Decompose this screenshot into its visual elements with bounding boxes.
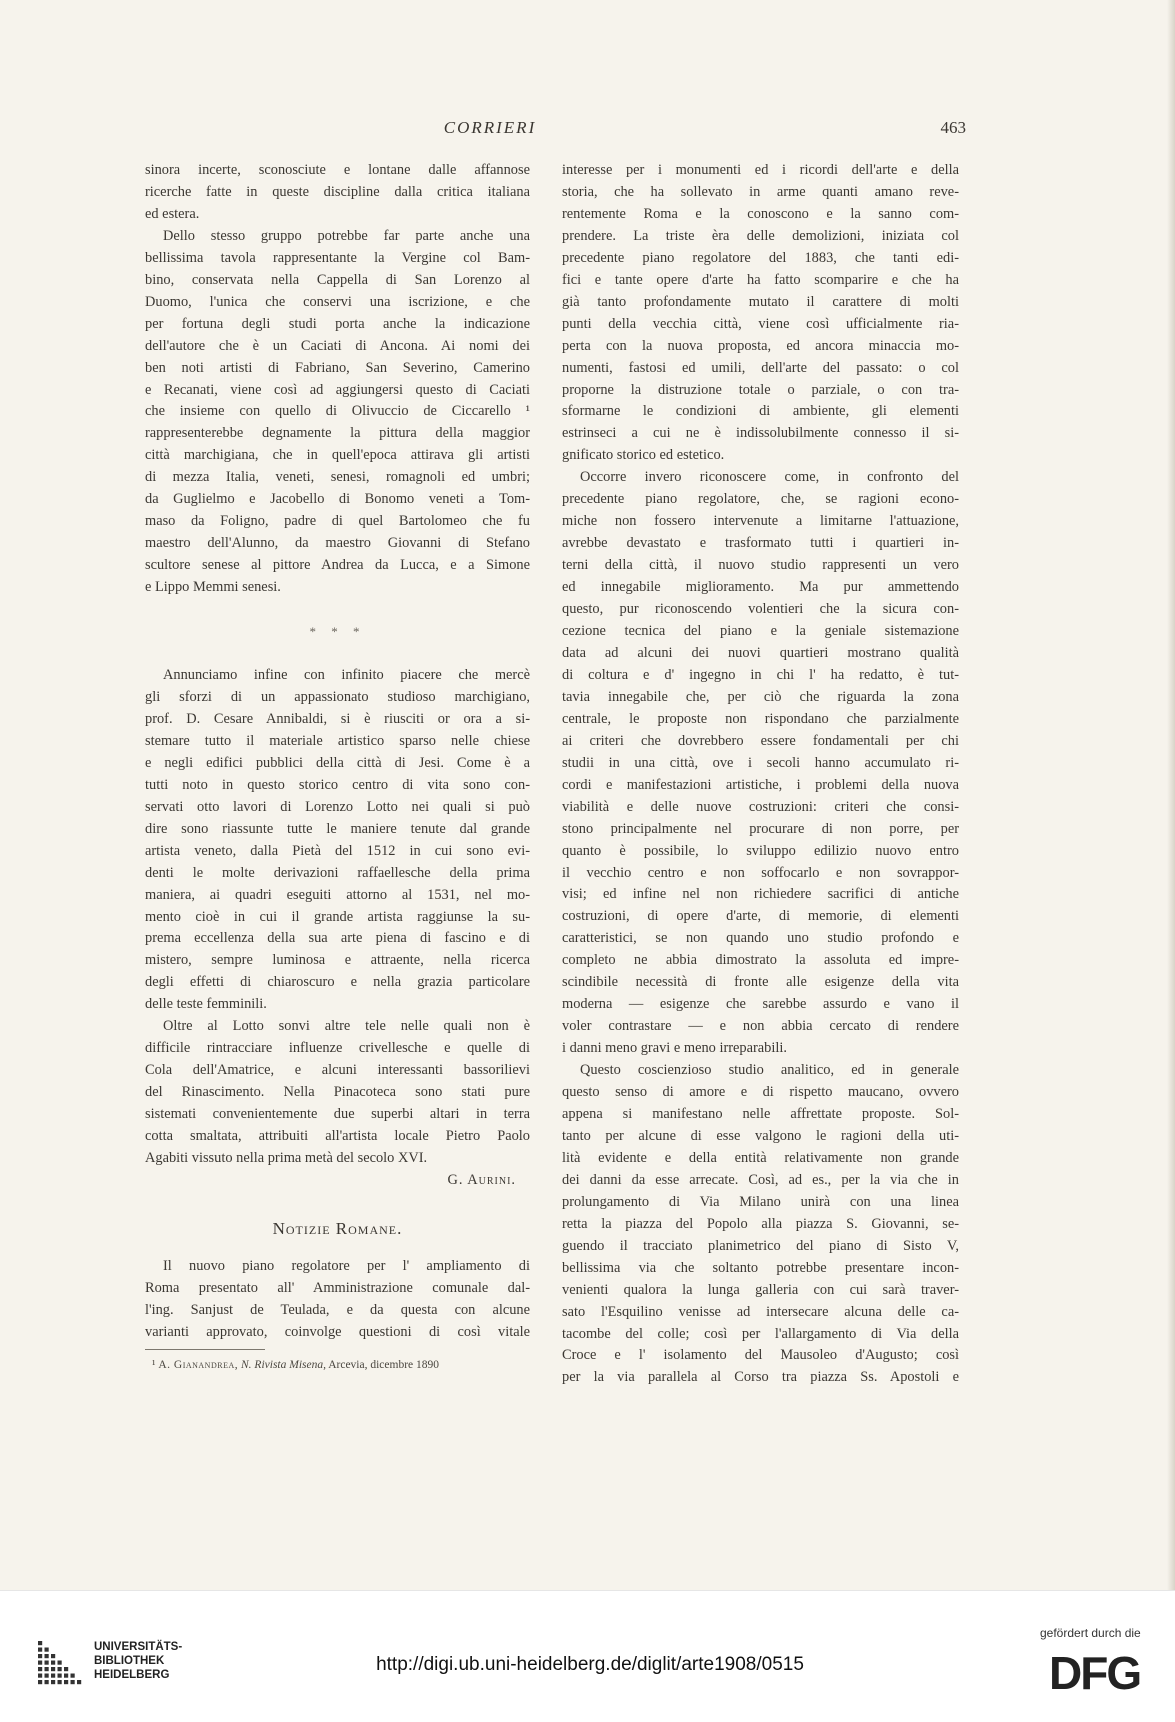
logo-dot: [64, 1680, 68, 1684]
library-name-line: BIBLIOTHEK: [94, 1655, 165, 1667]
text-line: Occorre invero riconoscere come, in confronto del: [580, 469, 959, 486]
text-line: Cola dell'Amatrice, e alcuni interessanti bassorilievi: [145, 1062, 530, 1079]
paragraph: [145, 1256, 530, 1344]
text-line: maso da Foligno, padre di quel Bartolomeo che fu: [145, 513, 530, 530]
text-line: proporne la distruzione totale o parziale, o con tra-: [562, 381, 959, 398]
text-line: numenti, fastosi ed umili, dell'arte del passato: o col: [562, 359, 959, 376]
text-line: bellissima via che soltanto potrebbe presentare incon-: [562, 1259, 959, 1276]
logo-dot: [38, 1654, 42, 1658]
paragraph: [145, 226, 530, 599]
text-line: e Recanati, viene così ad aggiungersi questo di Caciati: [145, 381, 530, 398]
logo-dot: [51, 1661, 55, 1665]
text-line: lità evidente e della entità relativamente non grande: [562, 1149, 959, 1166]
text-line: sinora incerte, sconosciute e lontane dalle affannose: [145, 162, 530, 178]
text-line: studii in una città, ove i secoli hanno accumulato ri-: [562, 754, 959, 771]
text-line: ed innegabile miglioramento. Ma pur ammettendo: [562, 579, 959, 596]
left-column: [145, 160, 530, 1344]
text-line: da Guglielmo e Jacobello di Bonomo veneti a Tom-: [145, 491, 530, 508]
text-line: il vecchio centro e non soffocarlo e non sovrappor-: [562, 864, 959, 881]
logo-dot: [51, 1654, 55, 1658]
text-line: cordi e manifestazioni artistiche, i problemi della nuova: [562, 776, 959, 793]
logo-dot: [77, 1680, 81, 1684]
running-header-title: CORRIERI: [443, 118, 537, 137]
paragraph: [145, 160, 530, 226]
text-line: gnificato storico ed estetico.: [562, 447, 725, 464]
logo-dot: [64, 1667, 68, 1671]
text-line: precedente piano regolatore, che, se ragioni econo-: [562, 491, 959, 508]
logo-dot: [45, 1654, 49, 1658]
text-line: venienti qualora la lunga galleria con cui sarà traver-: [562, 1281, 959, 1298]
right-column: [562, 160, 959, 1389]
text-line: avrebbe devastato e trasformato tutti i quartieri in-: [562, 535, 959, 552]
text-line: prolungamento di Via Milano unirà con una linea: [562, 1193, 959, 1210]
text-line: costruzioni, di opere d'arte, di memorie, di elementi: [562, 908, 959, 925]
footnote-journal: N. Rivista Misena,: [241, 1359, 326, 1371]
text-line: voler contrastare — e non abbia cercato di rendere: [562, 1018, 959, 1035]
library-name-line: HEIDELBERG: [94, 1669, 170, 1681]
logo-dot: [64, 1674, 68, 1678]
text-line: Oltre al Lotto sonvi altre tele nelle quali non è: [163, 1018, 530, 1035]
dfg-logo-icon: [1047, 1649, 1162, 1693]
text-line: tavia innegabile che, per ciò che riguarda la zona: [562, 688, 959, 705]
text-line: scultore senese al pittore Andrea da Lucca, e a Simone: [145, 557, 530, 574]
text-line: ed estera.: [145, 205, 200, 222]
text-line: i danni meno gravi e meno irreparabili.: [562, 1040, 787, 1057]
text-line: del Rinascimento. Nella Pinacoteca sono stati pure: [145, 1084, 530, 1101]
text-line: cezione tecnica del piano e la geniale sistemazione: [562, 623, 959, 640]
footnote-author: A. Gianandrea,: [158, 1359, 239, 1371]
text-line: mistero, sempre luminosa e attraente, nella ricerca: [145, 952, 530, 969]
logo-dot: [38, 1648, 42, 1652]
text-line: ben noti artisti di Fabriano, San Severino, Camerino: [145, 359, 530, 376]
logo-dot: [58, 1667, 62, 1671]
text-line: quanto è possibile, lo sviluppo edilizio nuovo entro: [562, 842, 959, 859]
text-line: moderna — esigenze che sarebbe assurdo e vano il: [562, 996, 959, 1013]
logo-dot: [71, 1674, 75, 1678]
text-line: perta con la nuova proposta, ed ancora minaccia mo-: [562, 337, 959, 354]
logo-dot: [45, 1680, 49, 1684]
logo-dot: [38, 1661, 42, 1665]
text-line: Agabiti vissuto nella prima metà del secolo XVI.: [145, 1149, 428, 1166]
paragraph: [145, 665, 530, 1016]
paragraph: [562, 467, 959, 1060]
text-line: completo ne abbia dimostrato la assoluta ed impre-: [562, 952, 959, 969]
footnote-mark: ¹: [152, 1359, 156, 1371]
text-line: Croce e l' isolamento del Mausoleo d'Augusto; così: [562, 1347, 959, 1364]
footnote: [152, 1359, 439, 1371]
text-line: degli effetti di chiaroscuro e nella grazia particolare: [145, 974, 530, 991]
text-line: scindibile necessità di fronte alle esigenze della vita: [562, 974, 959, 991]
section-title: Notizie Romane.: [272, 1218, 403, 1238]
author-signature: G. Aurini.: [447, 1171, 516, 1188]
text-line: maniera, ai quadri eseguiti attorno al 1531, nel mo-: [145, 886, 530, 903]
text-line: che insieme con quello di Olivuccio de Ciccarello ¹: [145, 403, 530, 420]
text-line: visi; ed infine nel non richiedere sacrifici di antiche: [562, 886, 959, 903]
text-line: tanto per alcune di esse valgono le ragioni della uti-: [562, 1127, 959, 1144]
logo-dot: [38, 1667, 42, 1671]
logo-dot: [45, 1674, 49, 1678]
text-line: data ad alcuni dei nuovi quartieri mostrano qualità: [562, 644, 959, 661]
text-line: e negli edifici pubblici della città di Jesi. Come è a: [145, 754, 530, 771]
text-line: dire sono riassunte tutte le maniere tenute dal grande: [145, 820, 530, 837]
page-edge-shadow: [1167, 0, 1175, 1590]
text-line: città marchigiana, che in quell'epoca attirava gli artisti: [145, 447, 530, 464]
text-line: sformarne le condizioni di ambiente, gli elementi: [562, 403, 959, 420]
text-line: bino, conservata nella Cappella di San Lorenzo al: [145, 271, 530, 288]
text-line: tutti noto in questo storico centro di vita sono con-: [145, 776, 530, 793]
logo-dot: [58, 1680, 62, 1684]
text-line: Annunciamo infine con infinito piacere che mercè: [163, 667, 530, 684]
text-line: già tanto profondamente mutato il carattere di molti: [562, 293, 959, 310]
logo-dot: [45, 1667, 49, 1671]
footnote-rule: [145, 1349, 265, 1350]
text-line: sato l'Esquilino venisse ad intersecare alcuna delle ca-: [562, 1303, 959, 1320]
text-line: punti della vecchia città, viene così ufficialmente ria-: [562, 315, 959, 332]
logo-dot: [51, 1680, 55, 1684]
text-line: gli sforzi di un appassionato studioso marchigiano,: [145, 688, 530, 705]
logo-dot: [38, 1674, 42, 1678]
text-line: estrinseci a cui ne è indissolubilmente connesso il si-: [562, 425, 959, 442]
text-line: Il nuovo piano regolatore per l' ampliamento di: [163, 1257, 530, 1274]
text-line: sistemati convenientemente due superbi altari in terra: [145, 1106, 530, 1123]
text-line: precedente piano regolatore del 1883, che tanti edi-: [562, 249, 959, 266]
text-line: per la via parallela al Corso tra piazza Ss. Apostoli e: [562, 1369, 959, 1386]
text-line: Dello stesso gruppo potrebbe far parte anche una: [163, 227, 530, 244]
logo-dot: [38, 1680, 42, 1684]
logo-dot: [45, 1661, 49, 1665]
text-line: dei danni da esse arrecate. Così, ad es., per la via che in: [562, 1171, 959, 1188]
text-line: denti le molte derivazioni raffaellesche della prima: [145, 864, 530, 881]
text-line: dell'autore che è un Caciati di Ancona. Ai nomi dei: [145, 337, 530, 354]
text-line: viabilità e delle nuove costruzioni: criteri che consi-: [562, 798, 959, 815]
permalink-url[interactable]: http://digi.ub.uni-heidelberg.de/diglit/arte1908/0515: [376, 1654, 804, 1675]
text-line: fici e tante opere d'arte ha fatto scomparire e che ha: [562, 271, 959, 288]
text-line: storia, che ha sollevato in arme quanti amano reve-: [562, 183, 959, 200]
text-line: Duomo, l'unica che conservi una iscrizione, e che: [145, 293, 530, 310]
text-line: mento cioè in cui il grande artista raggiunse la su-: [145, 908, 530, 925]
digitization-footer: [0, 1590, 1175, 1722]
text-line: caratteristici, se non quando uno studio profondo e: [562, 930, 959, 947]
dfg-logo-text: DFG: [1049, 1649, 1141, 1693]
logo-dot: [38, 1641, 42, 1645]
text-line: servati otto lavori di Lorenzo Lotto nei quali si può: [145, 798, 530, 815]
text-line: ai criteri che dovrebbero essere fondamentali per chi: [562, 732, 959, 749]
text-line: Roma presentato all' Amministrazione comunale dal-: [145, 1279, 530, 1296]
text-line: guendo il tracciato planimetrico del piano di Sisto V,: [562, 1237, 959, 1254]
text-line: rappresenterebbe degnamente la pittura della maggior: [145, 425, 530, 442]
logo-dot: [51, 1667, 55, 1671]
text-line: Questo coscienzioso studio analitico, ed in generale: [580, 1062, 959, 1079]
text-line: stemare tutto il materiale artistico sparso nelle chiese: [145, 732, 530, 749]
text-line: artista veneto, dalla Pietà del 1512 in cui sono evi-: [145, 842, 530, 859]
funded-by-label: gefördert durch die: [1040, 1626, 1141, 1640]
text-line: interesse per i monumenti ed i ricordi dell'arte e della: [562, 162, 959, 178]
library-name: [94, 1640, 182, 1682]
paragraph: [145, 1016, 530, 1170]
text-line: l'ing. Sanjust de Teulada, e da questa con alcune: [145, 1301, 530, 1318]
text-line: prof. D. Cesare Annibaldi, si è riusciti or ora a si-: [145, 710, 530, 727]
text-line: maestro dell'Alunno, da maestro Giovanni di Stefano: [145, 535, 530, 552]
text-line: terni della città, il nuovo studio rappresenti un vero: [562, 557, 959, 574]
text-line: miche non fossero intervenute a limitarne l'attuazione,: [562, 513, 959, 530]
logo-dot: [51, 1674, 55, 1678]
text-line: prema eccellenza della sua arte piena di fascino e di: [145, 930, 530, 947]
section-separator-stars: * * *: [309, 624, 366, 640]
text-line: bellissima tavola rappresentante la Vergine col Bam-: [145, 249, 530, 266]
library-name-line: UNIVERSITÄTS-: [94, 1641, 183, 1653]
text-line: tacombe del colle; così per l'allargamento di Via della: [562, 1325, 959, 1342]
text-line: delle teste femminili.: [145, 996, 267, 1013]
text-line: di coltura e d' ingegno in chi l' ha redatto, è tut-: [562, 666, 959, 683]
logo-dot: [71, 1680, 75, 1684]
text-line: questo, pur riconoscendo volentieri che la sicura con-: [562, 601, 959, 618]
text-line: retta la piazza del Popolo alla piazza S. Giovanni, se-: [562, 1215, 959, 1232]
text-line: ricerche fatte in queste discipline dalla critica italiana: [145, 183, 530, 200]
university-library-logo-icon: [34, 1637, 86, 1689]
text-line: varianti approvato, coinvolge questioni di così vitale: [145, 1323, 530, 1340]
paragraph: [562, 1060, 959, 1389]
text-line: prendere. La triste èra delle demolizioni, iniziata col: [562, 227, 959, 244]
text-line: e Lippo Memmi senesi.: [145, 579, 281, 596]
text-line: di mezza Italia, veneti, senesi, romagnoli ed umbri;: [145, 469, 530, 486]
text-line: cotta smaltata, attribuiti all'artista locale Pietro Paolo: [145, 1128, 530, 1145]
logo-dot: [45, 1648, 49, 1652]
paragraph: [562, 160, 959, 467]
text-line: appena si manifestano nelle affrettate proposte. Sol-: [562, 1105, 959, 1122]
text-line: stono principalmente nel procurare di non porre, per: [562, 820, 959, 837]
logo-dot: [58, 1661, 62, 1665]
text-line: per fortuna degli studi porta anche la indicazione: [145, 315, 530, 332]
text-line: questo senso di amore e di rispetto maucano, ovvero: [562, 1084, 959, 1101]
page-number: 463: [940, 118, 966, 137]
footnote-place-date: Arcevia, dicembre 1890: [328, 1359, 440, 1371]
text-line: rentemente Roma e la conoscono e la sanno com-: [562, 205, 959, 222]
logo-dot: [58, 1674, 62, 1678]
text-line: centrale, le proposte non rispondano che parzialmente: [562, 710, 959, 727]
text-line: difficile rintracciare influenze crivellesche e quelle di: [145, 1040, 530, 1057]
